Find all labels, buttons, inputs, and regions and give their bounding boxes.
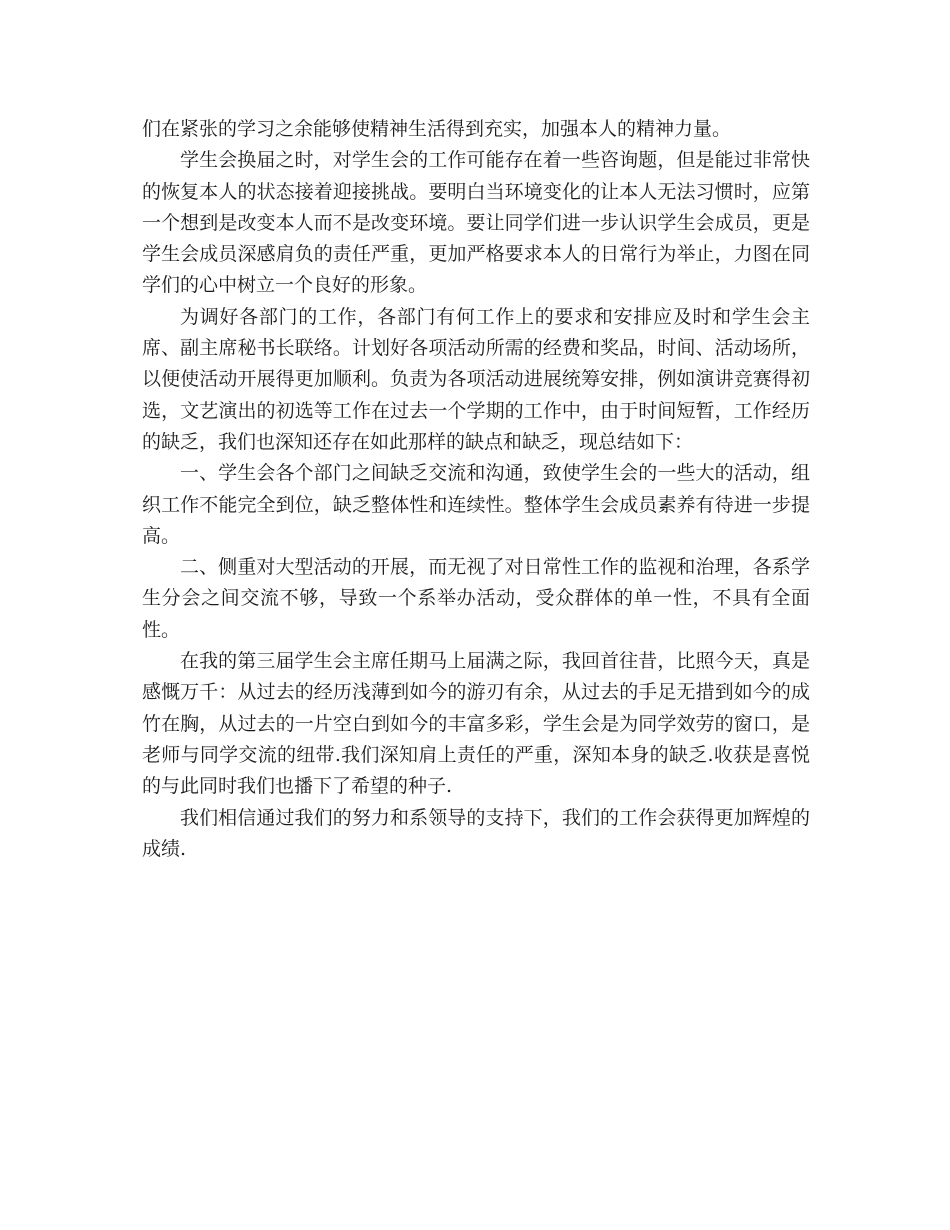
paragraph-conclusion: 我们相信通过我们的努力和系领导的支持下，我们的工作会获得更加辉煌的成绩. — [142, 806, 810, 860]
paragraph-continuation: 们在紧张的学习之余能够使精神生活得到充实，加强本人的精神力量。 — [142, 118, 732, 140]
paragraph-shortcoming-one: 一、学生会各个部门之间缺乏交流和沟通，致使学生会的一些大的活动，组织工作不能完全到位，缺乏整体性和连续性。整体学生会成员素养有待进一步提高。 — [142, 462, 810, 547]
document-body — [142, 114, 810, 865]
paragraph-department-coordination: 为调好各部门的工作，各部门有何工作上的要求和安排应及时和学生会主席、副主席秘书长联络。计划好各项活动所需的经费和奖品，时间、活动场所，以便使活动开展得更加顺利。负责为各项活动进展统筹安排，例如演讲竞赛得初选，文艺演出的初选等工作在过去一个学期的工作中，由于时间短暂，工作经历的缺乏，我们也深知还存在如此那样的缺点和缺乏，现总结如下： — [142, 305, 810, 453]
paragraph-student-union-transition: 学生会换届之时，对学生会的工作可能存在着一些咨询题，但是能过非常快的恢复本人的状态接着迎接挑战。要明白当环境变化的让本人无法习惯时，应第一个想到是改变本人而不是改变环境。要让同学们进一步认识学生会成员，更是学生会成员深感肩负的责任严重，更加严格要求本人的日常行为举止，力图在同学们的心中树立一个良好的形象。 — [142, 149, 810, 297]
paragraph-reflection: 在我的第三届学生会主席任期马上届满之际，我回首往昔，比照今天，真是感慨万千：从过去的经历浅薄到如今的游刃有余，从过去的手足无措到如今的成竹在胸，从过去的一片空白到如今的丰富多彩，学生会是为同学效劳的窗口，是老师与同学交流的纽带.我们深知肩上责任的严重，深知本身的缺乏.收获是喜悦的与此同时我们也播下了希望的种子. — [142, 650, 810, 798]
paragraph-shortcoming-two: 二、侧重对大型活动的开展，而无视了对日常性工作的监视和治理，各系学生分会之间交流不够，导致一个系举办活动，受众群体的单一性，不具有全面性。 — [142, 556, 810, 641]
